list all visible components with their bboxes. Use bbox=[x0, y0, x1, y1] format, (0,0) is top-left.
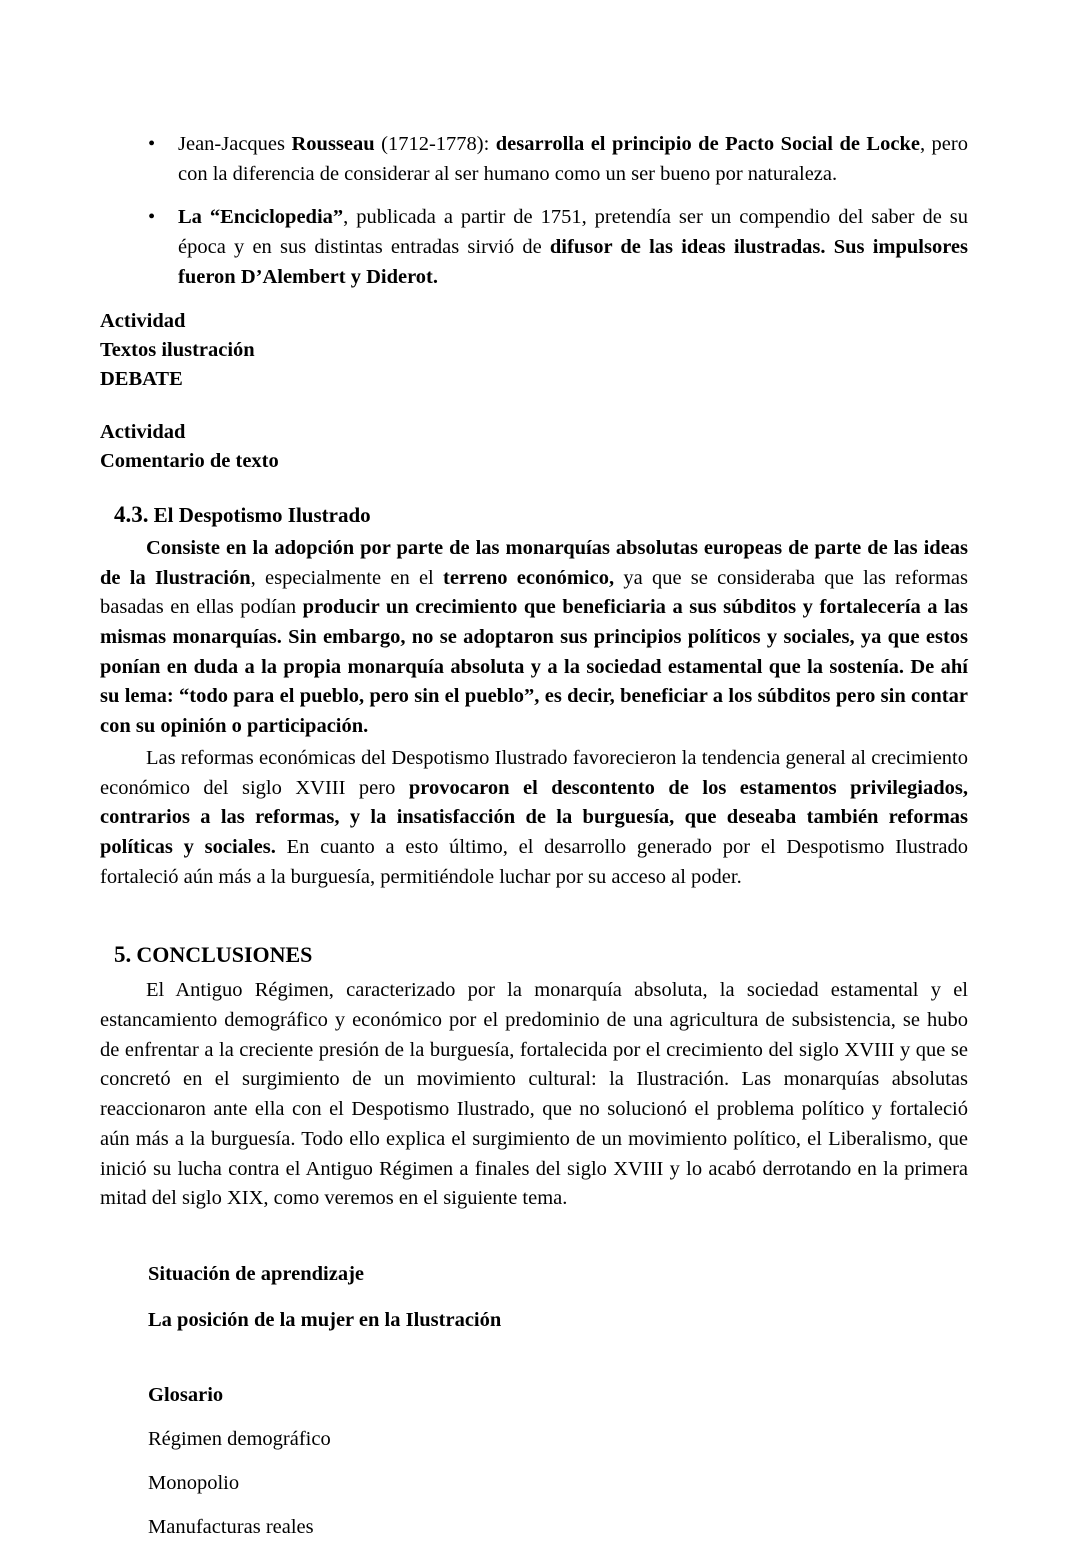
bullet-icon: • bbox=[148, 133, 156, 155]
activity-label: Actividad bbox=[100, 309, 186, 332]
activity-comentario: Comentario de texto bbox=[100, 450, 279, 473]
activity-textos: Textos ilustración bbox=[100, 338, 255, 361]
paragraph-despotismo-2: Las reformas económicas del Despotismo Ilustrado favorecieron la tendencia general al crecimiento económico del siglo XVIII pero provocaron el descontento de los estamentos privilegiados, contrarios a las reformas, y la insatisfacción de la burguesía, que deseaba también reformas políticas y sociales. En cuanto a esto último, el desarrollo generado por el Despotismo Ilustrado fortaleció aún más a la burguesía, permitiéndole luchar por su acceso al poder. bbox=[100, 746, 968, 888]
activity-label-2: Actividad bbox=[100, 420, 186, 443]
glossary-term: Monopolio bbox=[148, 1471, 240, 1494]
section-number: 5. bbox=[114, 942, 132, 968]
spacer bbox=[100, 1216, 968, 1260]
learning-situation-block bbox=[148, 1260, 968, 1335]
bullet-list bbox=[100, 130, 968, 293]
activity-block-2 bbox=[100, 418, 968, 476]
glossary-term: Manufacturas reales bbox=[148, 1515, 314, 1538]
learning-situation-title: Situación de aprendizaje bbox=[148, 1262, 365, 1285]
section-title: CONCLUSIONES bbox=[136, 942, 313, 968]
activity-debate: DEBATE bbox=[100, 367, 183, 390]
glossary-title: Glosario bbox=[148, 1384, 224, 1407]
glossary-block bbox=[148, 1381, 968, 1542]
list-item bbox=[100, 130, 968, 189]
list-item bbox=[100, 203, 968, 292]
spacer bbox=[100, 476, 968, 498]
section-heading-4-3 bbox=[114, 498, 968, 532]
activity-block-1 bbox=[100, 307, 968, 394]
glossary-term: Régimen demográfico bbox=[148, 1428, 331, 1451]
bullet-text-rousseau: Jean-Jacques Rousseau (1712-1778): desarrolla el principio de Pacto Social de Locke, pero con la diferencia de considerar al ser humano como un ser bueno por naturaleza. bbox=[178, 133, 968, 185]
paragraph-despotismo-1: Consiste en la adopción por parte de las monarquías absolutas europeas de parte de las ideas de la Ilustración, especialmente en el terreno económico, ya que se consideraba que las reformas basadas en ellas podían producir un crecimiento que beneficiaria a sus súbditos y fortalecería a las mismas monarquías. Sin embargo, no se adoptaron sus principios políticos y sociales, ya que estos ponían en duda a la propia monarquía absoluta y a la sociedad estamental que la sostenía. De ahí su lema: “todo para el pueblo, pero sin el pueblo”, es decir, beneficiar a los súbditos pero sin contar con su opinión o participación. bbox=[100, 536, 968, 738]
bullet-icon: • bbox=[148, 206, 156, 229]
section-heading-5 bbox=[114, 938, 968, 972]
spacer bbox=[100, 894, 968, 938]
spacer bbox=[100, 1351, 968, 1381]
learning-situation-subtitle: La posición de la mujer en la Ilustración bbox=[148, 1308, 502, 1331]
bullet-text-enciclopedia: La “Enciclopedia”, publicada a partir de 1751, pretendía ser un compendio del saber de su época y en sus distintas entradas sirvió de difusor de las ideas ilustradas. Sus impulsores fueron D’Alembert y Diderot. bbox=[178, 206, 968, 288]
paragraph-conclusiones: El Antiguo Régimen, caracterizado por la monarquía absoluta, la sociedad estamental y el estancamiento demográfico y económico por el predominio de una agricultura de subsistencia, se hubo de enfrentar a la creciente presión de la burguesía, fortalecida por el crecimiento del siglo XVIII y que se concretó en el surgimiento de un movimiento cultural: la Ilustración. Las monarquías absolutas reaccionaron ante ella con el Despotismo Ilustrado, que no solucionó el problema político y fortaleció aún más a la burguesía. Todo ello explica el surgimiento de un movimiento político, el Liberalismo, que inició su lucha contra el Antiguo Régimen a finales del siglo XVIII y lo acabó derrotando en la primera mitad del siglo XIX, como veremos en el siguiente tema. bbox=[100, 979, 968, 1210]
section-number: 4.3. bbox=[114, 502, 149, 528]
spacer bbox=[100, 394, 968, 416]
section-title: El Despotismo Ilustrado bbox=[153, 503, 371, 528]
